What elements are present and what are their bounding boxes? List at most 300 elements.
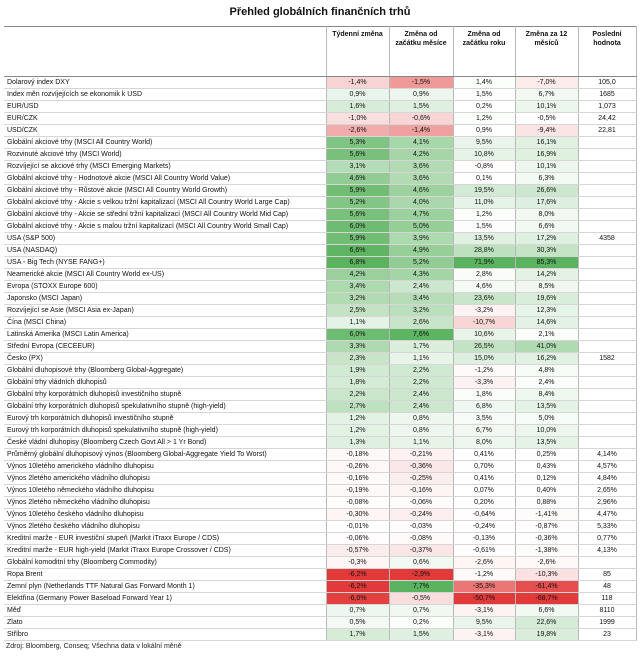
table-row xyxy=(4,185,636,197)
change-cell: 2,8% xyxy=(453,269,515,281)
last-value-cell: 48 xyxy=(578,581,636,593)
row-label: Výnos 2letého českého vládního dluhopisu xyxy=(4,521,326,533)
table-row xyxy=(4,401,636,413)
row-label: Dolarový index DXY xyxy=(4,77,326,89)
row-label: Globální dluhopisové trhy (Bloomberg Global-Aggregate) xyxy=(4,365,326,377)
change-cell: 4,3% xyxy=(389,269,453,281)
change-cell: 3,3% xyxy=(326,341,389,353)
change-cell: 19,5% xyxy=(453,185,515,197)
table-row xyxy=(4,473,636,485)
last-value-cell xyxy=(578,197,636,209)
change-cell: 0,6% xyxy=(389,557,453,569)
change-cell: -0,36% xyxy=(389,461,453,473)
change-cell: 2,5% xyxy=(326,305,389,317)
change-cell: -0,3% xyxy=(326,557,389,569)
change-cell: 2,3% xyxy=(326,353,389,365)
change-cell: 4,0% xyxy=(389,197,453,209)
change-cell: 8,4% xyxy=(515,389,578,401)
table-row xyxy=(4,305,636,317)
change-cell: 2,4% xyxy=(389,281,453,293)
row-label: Neamerické akcie (MSCI All Country World ex-US) xyxy=(4,269,326,281)
change-cell: -1,5% xyxy=(389,77,453,89)
change-cell: 5,2% xyxy=(389,257,453,269)
row-label: Japonsko (MSCI Japan) xyxy=(4,293,326,305)
row-label: Globální akciové trhy - Akcie s malou tržní kapitalizací (MSCI All Country World Small Cap) xyxy=(4,221,326,233)
change-cell: 3,4% xyxy=(389,293,453,305)
change-cell: 10,6% xyxy=(453,329,515,341)
row-label: Rozvíjející se akciové trhy (MSCI Emerging Markets) xyxy=(4,161,326,173)
last-value-cell xyxy=(578,341,636,353)
table-row xyxy=(4,125,636,137)
change-cell: -1,38% xyxy=(515,545,578,557)
change-cell: 0,41% xyxy=(453,473,515,485)
change-cell: 12,3% xyxy=(515,305,578,317)
table-row xyxy=(4,101,636,113)
change-cell: 41,0% xyxy=(515,341,578,353)
change-cell: 1,3% xyxy=(326,437,389,449)
last-value-cell xyxy=(578,437,636,449)
change-cell: -1,2% xyxy=(453,365,515,377)
change-cell: 0,7% xyxy=(389,605,453,617)
row-label: Měď xyxy=(4,605,326,617)
change-cell: 10,8% xyxy=(453,149,515,161)
change-cell: -0,5% xyxy=(515,113,578,125)
change-cell: 1,8% xyxy=(453,389,515,401)
row-label: Elektřina (Germany Power Baseload Forward Year 1) xyxy=(4,593,326,605)
change-cell: -6,0% xyxy=(326,593,389,605)
last-value-cell xyxy=(578,185,636,197)
change-cell: 26,6% xyxy=(515,185,578,197)
change-cell: 16,9% xyxy=(515,149,578,161)
last-value-cell: 5,33% xyxy=(578,521,636,533)
change-cell: 1,5% xyxy=(453,89,515,101)
table-row xyxy=(4,569,636,581)
change-cell: 0,70% xyxy=(453,461,515,473)
row-label: Globální akciové trhy - Akcie s velkou tržní kapitalizací (MSCI All Country World Large Cap) xyxy=(4,197,326,209)
change-cell: -10,7% xyxy=(453,317,515,329)
last-value-cell: 23 xyxy=(578,629,636,641)
change-cell: -2,6% xyxy=(326,125,389,137)
row-label: Index měn rozvíjejících se ekonomik k USD xyxy=(4,89,326,101)
last-value-cell: 105,0 xyxy=(578,77,636,89)
change-cell: 16,1% xyxy=(515,137,578,149)
last-value-cell: 2,96% xyxy=(578,497,636,509)
change-cell: 0,2% xyxy=(389,617,453,629)
last-value-cell: 4,14% xyxy=(578,449,636,461)
change-cell: 6,7% xyxy=(453,425,515,437)
change-cell: 13,5% xyxy=(515,437,578,449)
change-cell: -10,3% xyxy=(515,569,578,581)
last-value-cell xyxy=(578,161,636,173)
row-label: České vládní dluhopisy (Bloomberg Czech Govt All > 1 Yr Bond) xyxy=(4,437,326,449)
change-cell: 0,88% xyxy=(515,497,578,509)
change-cell: 28,8% xyxy=(453,245,515,257)
change-cell: -0,08% xyxy=(326,497,389,509)
change-cell: 85,3% xyxy=(515,257,578,269)
change-cell: 14,2% xyxy=(515,269,578,281)
row-label: Výnos 2letého amerického vládního dluhopisu xyxy=(4,473,326,485)
row-label: Eurový trh korporátních dluhopisů spekulativního stupně (high-yield) xyxy=(4,425,326,437)
header-name xyxy=(4,27,326,77)
last-value-cell xyxy=(578,365,636,377)
change-cell: 1,8% xyxy=(326,377,389,389)
table-row xyxy=(4,533,636,545)
change-cell: 26,5% xyxy=(453,341,515,353)
change-cell: 71,9% xyxy=(453,257,515,269)
change-cell: 0,5% xyxy=(326,617,389,629)
change-cell: -0,16% xyxy=(326,473,389,485)
change-cell: -3,2% xyxy=(453,305,515,317)
last-value-cell xyxy=(578,401,636,413)
change-cell: 1,7% xyxy=(389,341,453,353)
change-cell: 1,4% xyxy=(453,77,515,89)
change-cell: 4,8% xyxy=(515,365,578,377)
row-label: Globální akciové trhy (MSCI All Country World) xyxy=(4,137,326,149)
last-value-cell xyxy=(578,557,636,569)
change-cell: 1,1% xyxy=(389,437,453,449)
change-cell: 10,1% xyxy=(515,101,578,113)
last-value-cell xyxy=(578,317,636,329)
header-last: Poslední hodnota xyxy=(578,27,636,77)
row-label: Globální trhy vládních dluhopisů xyxy=(4,377,326,389)
change-cell: 3,1% xyxy=(326,161,389,173)
last-value-cell: 1999 xyxy=(578,617,636,629)
row-label: Kreditní marže - EUR investiční stupeň (Markit iTraxx Europe / CDS) xyxy=(4,533,326,545)
change-cell: 0,9% xyxy=(453,125,515,137)
change-cell: -0,06% xyxy=(389,497,453,509)
row-label: Globální trhy korporátních dluhopisů investičního stupně xyxy=(4,389,326,401)
change-cell: 2,2% xyxy=(326,389,389,401)
last-value-cell: 4,47% xyxy=(578,509,636,521)
change-cell: 5,9% xyxy=(326,185,389,197)
change-cell: 23,6% xyxy=(453,293,515,305)
last-value-cell xyxy=(578,293,636,305)
change-cell: 0,43% xyxy=(515,461,578,473)
change-cell: -0,16% xyxy=(389,485,453,497)
table-row xyxy=(4,425,636,437)
change-cell: -0,6% xyxy=(389,113,453,125)
change-cell: 2,2% xyxy=(389,365,453,377)
last-value-cell: 118 xyxy=(578,593,636,605)
change-cell: 6,7% xyxy=(515,89,578,101)
change-cell: -0,13% xyxy=(453,533,515,545)
table-row xyxy=(4,605,636,617)
change-cell: 8,0% xyxy=(453,437,515,449)
change-cell: -1,4% xyxy=(326,77,389,89)
header-weekly: Týdenní změna xyxy=(326,27,389,77)
change-cell: 4,2% xyxy=(326,269,389,281)
row-label: Rozvinuté akciové trhy (MSCI World) xyxy=(4,149,326,161)
table-row xyxy=(4,161,636,173)
change-cell: 2,4% xyxy=(515,377,578,389)
change-cell: -1,0% xyxy=(326,113,389,125)
change-cell: -50,7% xyxy=(453,593,515,605)
change-cell: 1,5% xyxy=(389,629,453,641)
change-cell: 3,4% xyxy=(326,281,389,293)
row-label: Česko (PX) xyxy=(4,353,326,365)
change-cell: 3,6% xyxy=(389,161,453,173)
change-cell: 6,8% xyxy=(326,257,389,269)
change-cell: 4,7% xyxy=(389,209,453,221)
last-value-cell: 22,81 xyxy=(578,125,636,137)
change-cell: 5,6% xyxy=(326,209,389,221)
header-12m: Změna za 12 měsíců xyxy=(515,27,578,77)
last-value-cell xyxy=(578,413,636,425)
change-cell: 4,9% xyxy=(389,245,453,257)
change-cell: 7,7% xyxy=(389,581,453,593)
change-cell: -3,1% xyxy=(453,605,515,617)
change-cell: 2,4% xyxy=(389,389,453,401)
change-cell: -0,01% xyxy=(326,521,389,533)
change-cell: 2,1% xyxy=(515,329,578,341)
change-cell: -0,36% xyxy=(515,533,578,545)
change-cell: -3,1% xyxy=(453,629,515,641)
row-label: Výnos 2letého německého vládního dluhopisu xyxy=(4,497,326,509)
change-cell: 0,2% xyxy=(453,101,515,113)
market-table xyxy=(4,26,637,641)
change-cell: -0,24% xyxy=(453,521,515,533)
change-cell: 8,5% xyxy=(515,281,578,293)
change-cell: -0,06% xyxy=(326,533,389,545)
table-row xyxy=(4,293,636,305)
change-cell: 1,2% xyxy=(326,413,389,425)
change-cell: 6,3% xyxy=(515,173,578,185)
change-cell: -0,21% xyxy=(389,449,453,461)
change-cell: 5,2% xyxy=(326,197,389,209)
last-value-cell xyxy=(578,305,636,317)
table-row xyxy=(4,353,636,365)
row-label: Průměrný globální dluhopisový výnos (Bloomberg Global-Aggregate Yield To Worst) xyxy=(4,449,326,461)
last-value-cell: 1685 xyxy=(578,89,636,101)
change-cell: 10,1% xyxy=(515,161,578,173)
change-cell: -2,6% xyxy=(453,557,515,569)
change-cell: 6,0% xyxy=(326,329,389,341)
table-row xyxy=(4,389,636,401)
change-cell: 1,5% xyxy=(389,101,453,113)
table-row xyxy=(4,485,636,497)
change-cell: 5,6% xyxy=(326,149,389,161)
table-row xyxy=(4,149,636,161)
change-cell: -0,03% xyxy=(389,521,453,533)
header-row xyxy=(4,27,636,77)
change-cell: 4,6% xyxy=(326,173,389,185)
change-cell: 2,4% xyxy=(389,401,453,413)
table-row xyxy=(4,449,636,461)
table-row xyxy=(4,377,636,389)
table-row xyxy=(4,173,636,185)
change-cell: 3,9% xyxy=(389,233,453,245)
table-row xyxy=(4,497,636,509)
last-value-cell: 4,57% xyxy=(578,461,636,473)
change-cell: 0,8% xyxy=(389,425,453,437)
change-cell: 3,2% xyxy=(326,293,389,305)
change-cell: -0,57% xyxy=(326,545,389,557)
last-value-cell: 85 xyxy=(578,569,636,581)
change-cell: 30,3% xyxy=(515,245,578,257)
change-cell: 15,0% xyxy=(453,353,515,365)
header-ytd: Změna od začátku roku xyxy=(453,27,515,77)
change-cell: 19,8% xyxy=(515,629,578,641)
last-value-cell xyxy=(578,377,636,389)
change-cell: 3,6% xyxy=(389,173,453,185)
row-label: Zlato xyxy=(4,617,326,629)
last-value-cell xyxy=(578,257,636,269)
last-value-cell: 1,073 xyxy=(578,101,636,113)
change-cell: 0,25% xyxy=(515,449,578,461)
change-cell: 17,2% xyxy=(515,233,578,245)
change-cell: 6,6% xyxy=(515,221,578,233)
change-cell: 4,6% xyxy=(453,281,515,293)
table-row xyxy=(4,233,636,245)
row-label: Zemní plyn (Netherlands TTF Natural Gas Forward Month 1) xyxy=(4,581,326,593)
change-cell: 2,7% xyxy=(326,401,389,413)
change-cell: 1,1% xyxy=(326,317,389,329)
row-label: Ropa Brent xyxy=(4,569,326,581)
change-cell: 0,07% xyxy=(453,485,515,497)
last-value-cell xyxy=(578,149,636,161)
change-cell: 14,6% xyxy=(515,317,578,329)
row-label: Evropa (STOXX Europe 600) xyxy=(4,281,326,293)
change-cell: 0,41% xyxy=(453,449,515,461)
table-row xyxy=(4,545,636,557)
row-label: USD/CZK xyxy=(4,125,326,137)
table-row xyxy=(4,593,636,605)
table-row xyxy=(4,329,636,341)
change-cell: -35,3% xyxy=(453,581,515,593)
row-label: Rozvíjející se Asie (MSCI Asia ex-Japan) xyxy=(4,305,326,317)
row-label: Kreditní marže - EUR high-yield (Markit iTraxx Europe Crossover / CDS) xyxy=(4,545,326,557)
change-cell: -0,19% xyxy=(326,485,389,497)
last-value-cell: 24,42 xyxy=(578,113,636,125)
change-cell: 3,2% xyxy=(389,305,453,317)
last-value-cell xyxy=(578,221,636,233)
table-row xyxy=(4,77,636,89)
row-label: Střední Evropa (CECEEUR) xyxy=(4,341,326,353)
change-cell: 8,0% xyxy=(515,209,578,221)
row-label: Eurový trh korporátních dluhopisů investičního stupně xyxy=(4,413,326,425)
change-cell: 22,6% xyxy=(515,617,578,629)
change-cell: -0,30% xyxy=(326,509,389,521)
change-cell: 6,6% xyxy=(515,605,578,617)
row-label: Stříbro xyxy=(4,629,326,641)
change-cell: -0,61% xyxy=(453,545,515,557)
change-cell: 1,6% xyxy=(326,101,389,113)
change-cell: 5,9% xyxy=(326,233,389,245)
change-cell: -0,18% xyxy=(326,449,389,461)
table-row xyxy=(4,581,636,593)
last-value-cell: 4358 xyxy=(578,233,636,245)
table-row xyxy=(4,257,636,269)
table-row xyxy=(4,245,636,257)
last-value-cell: 4,84% xyxy=(578,473,636,485)
change-cell: -1,4% xyxy=(389,125,453,137)
change-cell: 0,7% xyxy=(326,605,389,617)
change-cell: -6,2% xyxy=(326,569,389,581)
change-cell: 4,6% xyxy=(389,185,453,197)
table-row xyxy=(4,365,636,377)
table-row xyxy=(4,137,636,149)
change-cell: -68,7% xyxy=(515,593,578,605)
table-row xyxy=(4,617,636,629)
change-cell: -3,3% xyxy=(453,377,515,389)
row-label: Výnos 10letého německého vládního dluhopisu xyxy=(4,485,326,497)
change-cell: -0,08% xyxy=(389,533,453,545)
table-row xyxy=(4,221,636,233)
change-cell: 11,0% xyxy=(453,197,515,209)
last-value-cell: 8110 xyxy=(578,605,636,617)
change-cell: 0,9% xyxy=(326,89,389,101)
row-label: Globální akciové trhy - Růstové akcie (MSCI All Country World Growth) xyxy=(4,185,326,197)
change-cell: 0,12% xyxy=(515,473,578,485)
table-row xyxy=(4,269,636,281)
change-cell: 1,5% xyxy=(453,221,515,233)
header-mtd: Změna od začátku měsíce xyxy=(389,27,453,77)
last-value-cell xyxy=(578,173,636,185)
change-cell: -7,0% xyxy=(515,77,578,89)
change-cell: 1,2% xyxy=(453,113,515,125)
table-row xyxy=(4,629,636,641)
change-cell: 6,6% xyxy=(326,245,389,257)
change-cell: 9,5% xyxy=(453,137,515,149)
change-cell: 13,5% xyxy=(453,233,515,245)
last-value-cell xyxy=(578,137,636,149)
last-value-cell: 1582 xyxy=(578,353,636,365)
change-cell: 0,40% xyxy=(515,485,578,497)
change-cell: 16,2% xyxy=(515,353,578,365)
change-cell: 5,0% xyxy=(515,413,578,425)
table-row xyxy=(4,509,636,521)
change-cell: -1,2% xyxy=(453,569,515,581)
row-label: Výnos 10letého amerického vládního dluhopisu xyxy=(4,461,326,473)
change-cell: -0,26% xyxy=(326,461,389,473)
change-cell: 9,5% xyxy=(453,617,515,629)
last-value-cell xyxy=(578,389,636,401)
change-cell: -0,25% xyxy=(389,473,453,485)
change-cell: -0,87% xyxy=(515,521,578,533)
last-value-cell: 2,65% xyxy=(578,485,636,497)
row-label: Latinská Amerika (MSCI Latin America) xyxy=(4,329,326,341)
table-row xyxy=(4,197,636,209)
change-cell: 1,2% xyxy=(453,209,515,221)
change-cell: 17,6% xyxy=(515,197,578,209)
change-cell: 1,1% xyxy=(389,353,453,365)
source-note: Zdroj: Bloomberg, Conseq; Všechna data v lokální měně xyxy=(6,643,182,650)
change-cell: -0,37% xyxy=(389,545,453,557)
page-title: Přehled globálních finančních trhů xyxy=(229,6,411,18)
table-row xyxy=(4,317,636,329)
change-cell: 10,0% xyxy=(515,425,578,437)
change-cell: 6,8% xyxy=(453,401,515,413)
last-value-cell xyxy=(578,329,636,341)
change-cell: 19,6% xyxy=(515,293,578,305)
change-cell: 4,1% xyxy=(389,137,453,149)
table-row xyxy=(4,461,636,473)
change-cell: 1,2% xyxy=(326,425,389,437)
change-cell: 7,6% xyxy=(389,329,453,341)
change-cell: -1,41% xyxy=(515,509,578,521)
table-row xyxy=(4,209,636,221)
change-cell: -0,64% xyxy=(453,509,515,521)
table-row xyxy=(4,89,636,101)
last-value-cell: 0,77% xyxy=(578,533,636,545)
row-label: Čína (MSCI China) xyxy=(4,317,326,329)
change-cell: 0,1% xyxy=(453,173,515,185)
last-value-cell xyxy=(578,245,636,257)
last-value-cell xyxy=(578,209,636,221)
change-cell: 3,5% xyxy=(453,413,515,425)
change-cell: 2,6% xyxy=(389,317,453,329)
change-cell: -2,9% xyxy=(389,569,453,581)
